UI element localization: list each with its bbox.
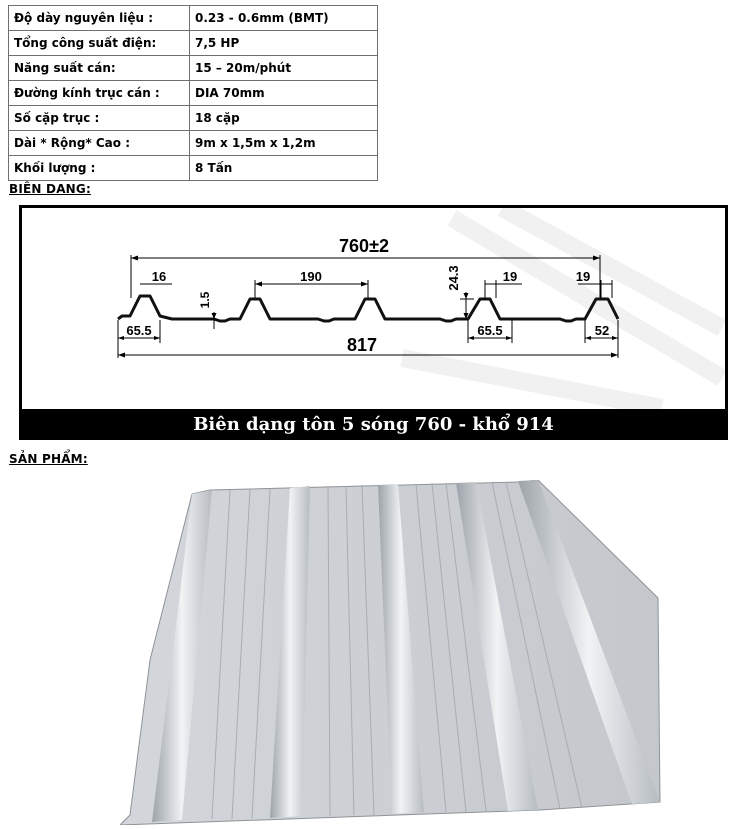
spec-label: Đường kính trục cán :: [9, 81, 190, 106]
table-row: [9, 156, 378, 181]
dim-817-label: 817: [346, 335, 378, 355]
profile-line: [118, 296, 618, 321]
spec-label: Dài * Rộng* Cao :: [9, 131, 190, 156]
table-row: [9, 131, 378, 156]
dim-760-label: 760±2: [339, 236, 389, 256]
profile-caption: Biên dạng tôn 5 sóng 760 - khổ 914: [193, 414, 554, 435]
dim-1-5-label: 1.5: [198, 291, 212, 309]
spec-value: 9m x 1,5m x 1,2m: [190, 131, 378, 156]
table-row: [9, 31, 378, 56]
spec-value: 8 Tấn: [190, 156, 378, 181]
spec-label: Số cặp trục :: [9, 106, 190, 131]
spec-value: DIA 70mm: [190, 81, 378, 106]
spec-label: Tổng công suất điện:: [9, 31, 190, 56]
product-heading: SẢN PHẨM:: [9, 452, 88, 466]
roofing-sheet-illustration: [120, 480, 670, 825]
dim-19-label-a: 19: [502, 269, 518, 284]
dim-65-5-label-a: 65.5: [126, 323, 152, 338]
table-row: [9, 56, 378, 81]
table-row: [9, 106, 378, 131]
spec-value: 15 – 20m/phút: [190, 56, 378, 81]
profile-drawing-frame: [19, 205, 728, 440]
spec-value: 0.23 - 0.6mm (BMT): [190, 6, 378, 31]
dim-24-3-label: 24.3: [446, 265, 461, 291]
product-image: [120, 480, 670, 825]
table-row: [9, 81, 378, 106]
spec-value: 18 cặp: [190, 106, 378, 131]
profile-heading: BIÊN DANG:: [9, 182, 91, 196]
spec-value: 7,5 HP: [190, 31, 378, 56]
profile-diagram: [22, 208, 725, 409]
spec-label: Khối lượng :: [9, 156, 190, 181]
table-row: [9, 6, 378, 31]
spec-table: [8, 5, 378, 181]
dim-19-label-b: 19: [575, 269, 591, 284]
spec-label: Độ dày nguyên liệu :: [9, 6, 190, 31]
dim-52-label: 52: [594, 323, 610, 338]
spec-label: Năng suất cán:: [9, 56, 190, 81]
dim-190-label: 190: [300, 269, 322, 284]
profile-drawing: [22, 208, 725, 409]
dim-65-5-label-b: 65.5: [477, 323, 503, 338]
dim-16-label: 16: [151, 269, 167, 284]
